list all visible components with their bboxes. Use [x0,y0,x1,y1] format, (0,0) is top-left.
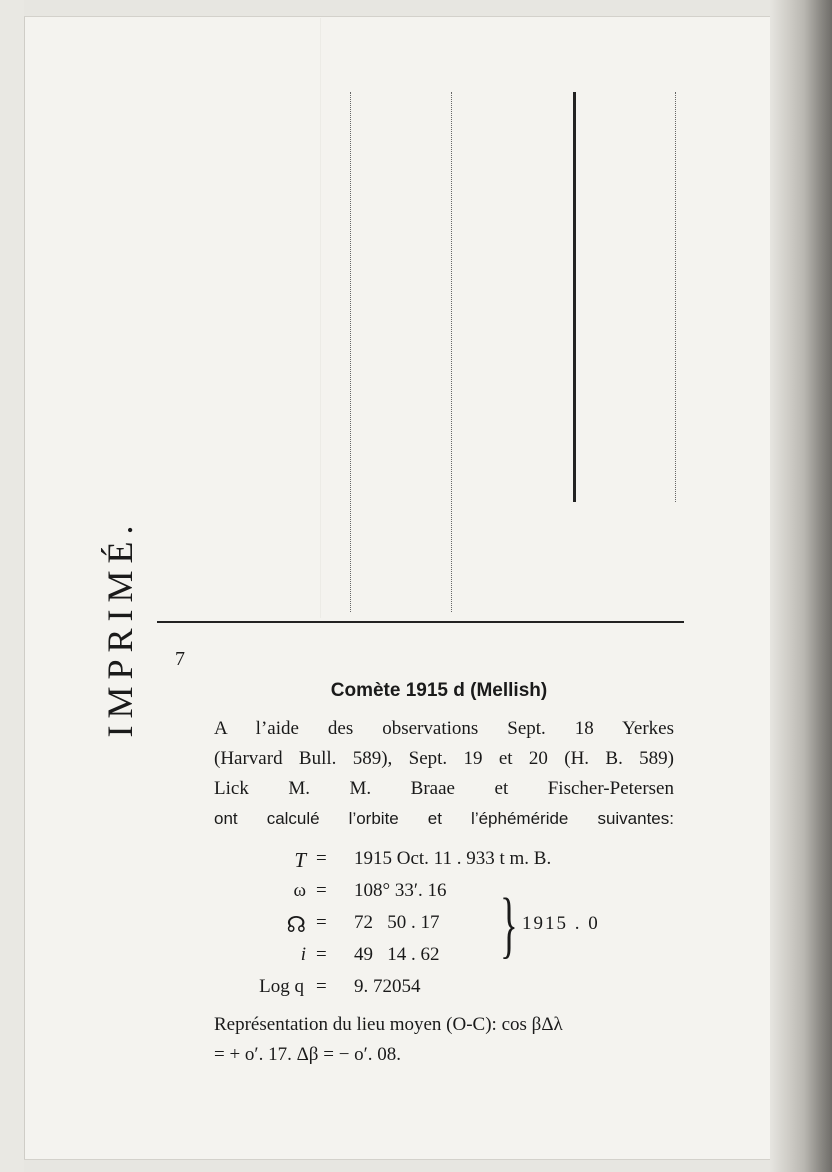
element-equals: = [316,944,327,965]
page-left-edge [0,0,25,1172]
page-top-edge [24,0,770,17]
element-value: 49 14 . 62 [354,944,440,965]
representation-paragraph [214,1010,674,1070]
imprime-stamp: IMPRIMÉ. [100,518,140,738]
intro-line: (Harvard Bull. 589), Sept. 19 et 20 (H. B. 589) [214,748,674,769]
intro-paragraph [214,714,674,834]
intro-line: Lick M. M. Braae et Fischer-Petersen [214,778,674,799]
element-equals: = [316,848,327,869]
element-label: T [294,848,306,872]
card-divider-shade [320,18,321,618]
address-solid-line [573,92,576,502]
element-label: Log q [259,976,304,997]
element-equals: = [316,880,327,901]
page-number: 7 [175,648,185,670]
element-value: 1915 Oct. 11 . 933 t m. B. [354,848,552,869]
element-value: 9. 72054 [354,976,421,997]
element-label: ☊ [286,912,306,937]
element-equals: = [316,976,327,997]
element-value: 108° 33′. 16 [354,880,447,901]
representation-line: Représentation du lieu moyen (O-C): cos βΔλ [214,1014,563,1035]
element-value: 72 50 . 17 [354,912,440,933]
address-dotted-line [350,92,351,612]
book-spine-edge [770,0,832,1172]
intro-line: A l’aide des observations Sept. 18 Yerkes [214,718,674,739]
element-label: i [300,944,306,965]
address-dotted-line [675,92,676,502]
element-label: ω [293,880,306,901]
page-bottom-edge [24,1159,770,1172]
address-dotted-line [451,92,452,612]
curly-brace: } [500,884,518,966]
epoch-value: 1915 . 0 [522,913,600,934]
horizontal-rule [157,621,684,623]
intro-line: ont calculé l’orbite et l’éphéméride suivantes: [214,809,674,828]
element-equals: = [316,912,327,933]
representation-line: = + o′. 17. Δβ = − o′. 08. [214,1044,402,1065]
article-title: Comète 1915 d (Mellish) [330,680,548,701]
